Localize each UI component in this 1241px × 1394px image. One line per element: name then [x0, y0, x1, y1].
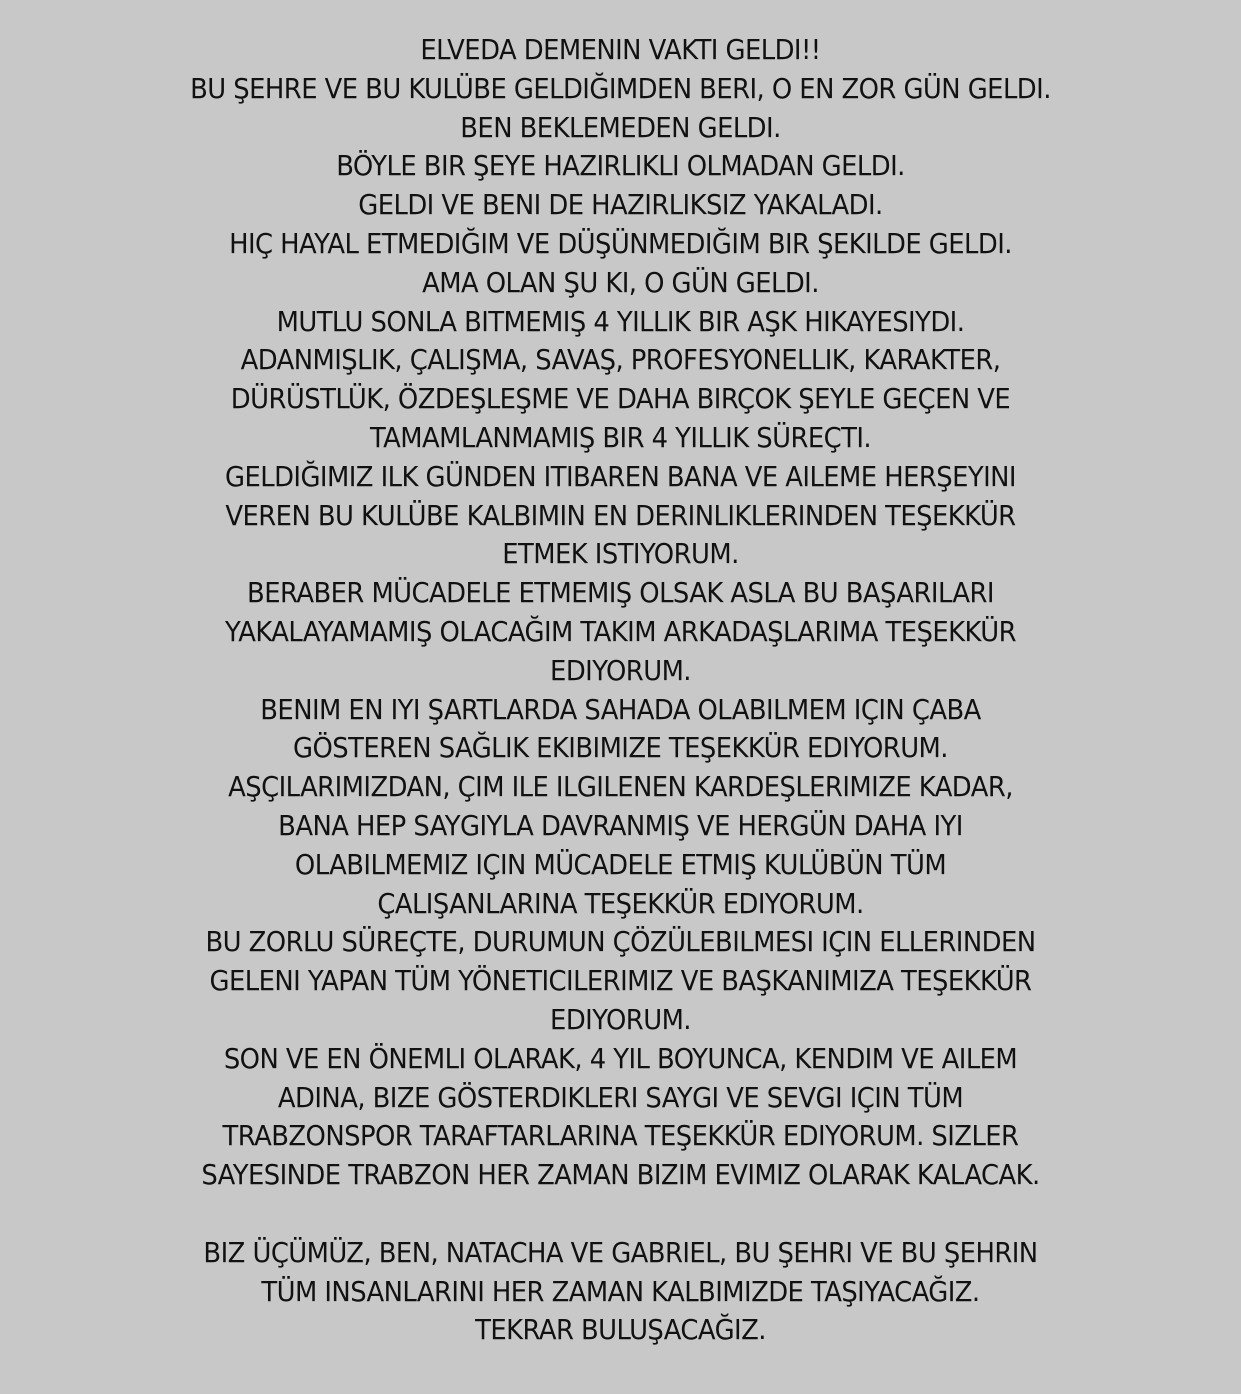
letter-line: EDIYORUM. [550, 654, 691, 687]
letter-line: GELDI VE BENI DE HAZIRLIKSIZ YAKALADI. [358, 189, 883, 222]
letter-line: DÜRÜSTLÜK, ÖZDEŞLEŞME VE DAHA BIRÇOK ŞEYLE GEÇEN VE [230, 383, 1011, 416]
letter-line: TRABZONSPOR TARAFTARLARINA TEŞEKKÜR EDIYORUM. SIZLER [222, 1120, 1019, 1153]
letter-line: VEREN BU KULÜBE KALBIMIN EN DERINLIKLERINDEN TEŞEKKÜR [225, 499, 1016, 532]
letter-line: SAYESINDE TRABZON HER ZAMAN BIZIM EVIMIZ OLARAK KALACAK. [201, 1159, 1040, 1192]
letter-line: AŞÇILARIMIZDAN, ÇIM ILE ILGILENEN KARDEŞLERIMIZE KADAR, [228, 771, 1013, 804]
letter-line: BANA HEP SAYGIYLA DAVRANMIŞ VE HERGÜN DAHA IYI [278, 809, 963, 842]
letter-line: BU ZORLU SÜREÇTE, DURUMUN ÇÖZÜLEBILMESI IÇIN ELLERINDEN [205, 926, 1036, 959]
letter-line: YAKALAYAMAMIŞ OLACAĞIM TAKIM ARKADAŞLARIMA TEŞEKKÜR [225, 615, 1016, 648]
letter-line: EDIYORUM. [550, 1003, 691, 1036]
letter-line: AMA OLAN ŞU KI, O GÜN GELDI. [422, 266, 819, 299]
letter-line: BEN BEKLEMEDEN GELDI. [460, 111, 781, 144]
letter-line: BÖYLE BIR ŞEYE HAZIRLIKLI OLMADAN GELDI. [336, 150, 905, 183]
letter-line: ETMEK ISTIYORUM. [502, 538, 739, 571]
letter-line: ELVEDA DEMENIN VAKTI GELDI!! [420, 34, 821, 66]
letter-line: OLABILMEMIZ IÇIN MÜCADELE ETMIŞ KULÜBÜN TÜM [294, 848, 947, 881]
letter-line: BU ŞEHRE VE BU KULÜBE GELDIĞIMDEN BERI, O EN ZOR GÜN GELDI. [190, 72, 1051, 105]
letter-line: GELDIĞIMIZ ILK GÜNDEN ITIBAREN BANA VE AILEME HERŞEYINI [224, 460, 1016, 493]
letter-line: ÇALIŞANLARINA TEŞEKKÜR EDIYORUM. [377, 887, 864, 920]
letter-line: SON VE EN ÖNEMLI OLARAK, 4 YIL BOYUNCA, KENDIM VE AILEM [223, 1042, 1018, 1075]
letter-line: GELENI YAPAN TÜM YÖNETICILERIMIZ VE BAŞKANIMIZA TEŞEKKÜR [209, 965, 1032, 998]
farewell-letter [37, 31, 1204, 1350]
letter-line: GÖSTEREN SAĞLIK EKIBIMIZE TEŞEKKÜR EDIYORUM. [293, 732, 948, 765]
letter-line: TEKRAR BULUŞACAĞIZ. [475, 1314, 766, 1347]
letter-line: HIÇ HAYAL ETMEDIĞIM VE DÜŞÜNMEDIĞIM BIR ŞEKILDE GELDI. [229, 227, 1012, 260]
letter-line: MUTLU SONLA BITMEMIŞ 4 YILLIK BIR AŞK HIKAYESIYDI. [276, 305, 965, 338]
letter-line: BIZ ÜÇÜMÜZ, BEN, NATACHA VE GABRIEL, BU ŞEHRI VE BU ŞEHRIN [203, 1236, 1038, 1269]
letter-line: ADINA, BIZE GÖSTERDIKLERI SAYGI VE SEVGI IÇIN TÜM [277, 1081, 964, 1114]
letter-line: ADANMIŞLIK, ÇALIŞMA, SAVAŞ, PROFESYONELLIK, KARAKTER, [240, 344, 1001, 377]
paragraph-break [37, 1195, 1204, 1234]
letter-line: BERABER MÜCADELE ETMEMIŞ OLSAK ASLA BU BAŞARILARI [247, 577, 994, 610]
letter-line: TAMAMLANMAMIŞ BIR 4 YILLIK SÜREÇTI. [369, 421, 872, 454]
letter-line: TÜM INSANLARINI HER ZAMAN KALBIMIZDE TAŞIYACAĞIZ. [261, 1275, 980, 1308]
letter-line: BENIM EN IYI ŞARTLARDA SAHADA OLABILMEM IÇIN ÇABA [260, 693, 981, 726]
